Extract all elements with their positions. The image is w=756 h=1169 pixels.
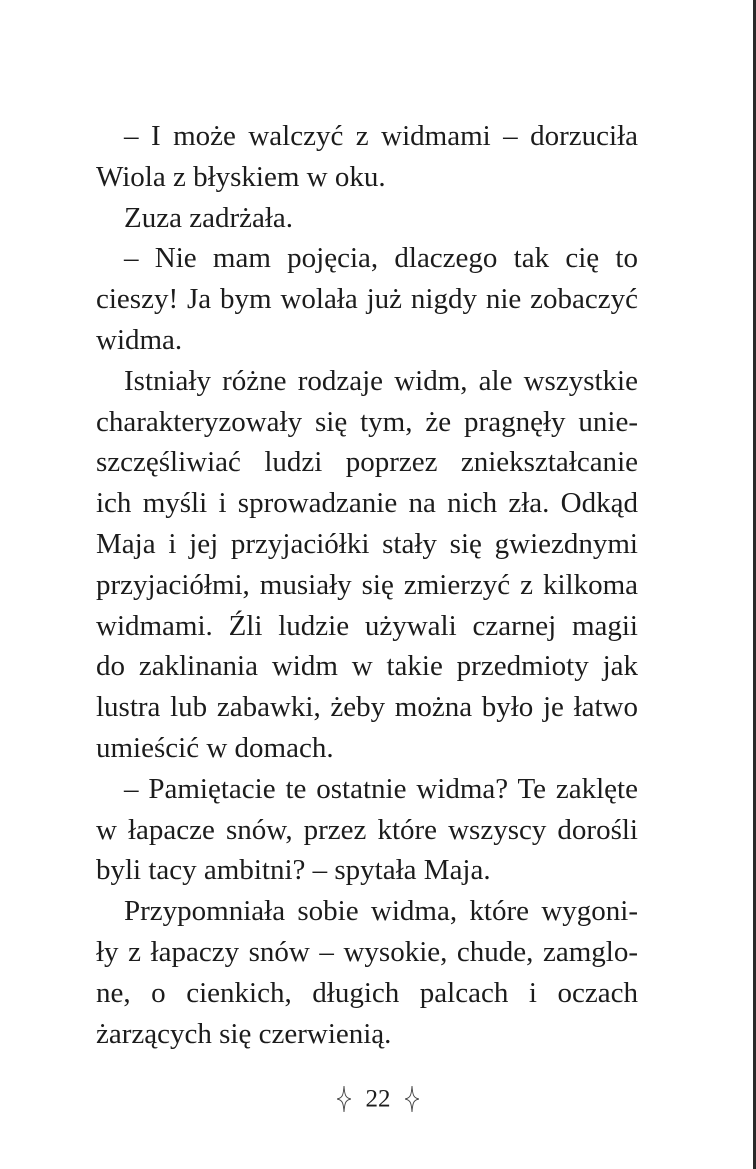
text-line: ły z łapaczy snów – wysokie, chude, zamglo-	[96, 935, 638, 968]
text-line: – Pamiętacie te ostatnie widma? Te zaklęte	[124, 772, 638, 805]
four-point-star-icon	[337, 1086, 351, 1112]
text-line: Zuza zadrżała.	[124, 201, 294, 234]
text-line: Przypomniała sobie widma, które wygoni-	[124, 895, 638, 928]
four-point-star-icon	[405, 1086, 419, 1112]
text-line: Wiola z błyskiem w oku.	[96, 160, 386, 193]
body-text	[96, 116, 638, 1054]
text-line: – I może walczyć z widmami – dorzuciła	[124, 120, 638, 152]
text-line: charakteryzowały się tym, że pragnęły unie-	[96, 405, 638, 438]
text-line: – Nie mam pojęcia, dlaczego tak cię to	[124, 242, 638, 275]
text-line: ne, o cienkich, długich palcach i oczach	[96, 976, 638, 1009]
text-line: Maja i jej przyjaciółki stały się gwiezdnymi	[96, 527, 638, 560]
text-line: Istniały różne rodzaje widm, ale wszystkie	[124, 364, 638, 397]
text-line: widmami. Źli ludzie używali czarnej magii	[96, 609, 638, 642]
text-line: szczęśliwiać ludzi poprzez zniekształcanie	[96, 446, 638, 479]
text-line: przyjaciółmi, musiały się zmierzyć z kilkoma	[96, 568, 638, 601]
text-line: widma.	[96, 323, 183, 356]
text-line: byli tacy ambitni? – spytała Maja.	[96, 854, 491, 887]
page-number: 22	[365, 1085, 391, 1113]
text-line: lustra lub zabawki, żeby można było je łatwo	[96, 691, 638, 724]
text-line: cieszy! Ja bym wolała już nigdy nie zobaczyć	[96, 283, 638, 316]
text-line: umieścić w domach.	[96, 731, 334, 764]
text-line: do zaklinania widm w takie przedmioty jak	[96, 650, 638, 683]
text-line: w łapacze snów, przez które wszyscy dorośli	[96, 813, 638, 846]
text-line: żarzących się czerwienią.	[96, 1017, 392, 1050]
text-line: ich myśli i sprowadzanie na nich zła. Odkąd	[96, 487, 638, 520]
page-footer	[0, 1084, 756, 1113]
